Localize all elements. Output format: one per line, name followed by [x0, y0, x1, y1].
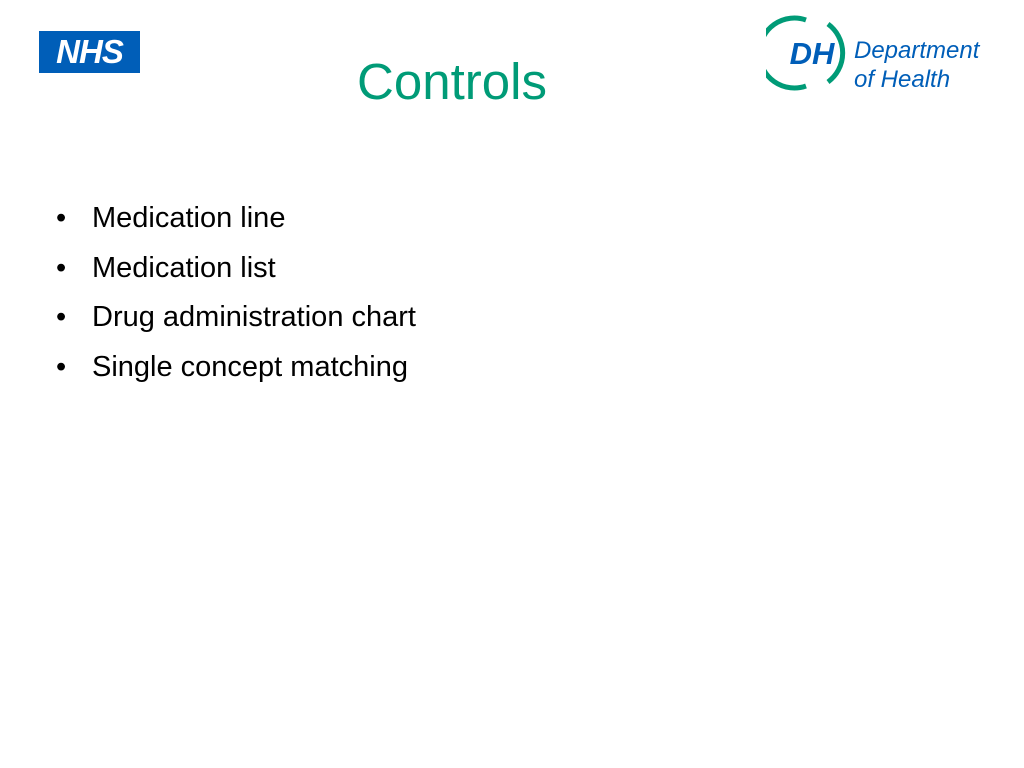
- bullet-text: Medication line: [92, 202, 286, 234]
- bullet-dot-icon: •: [56, 202, 67, 234]
- bullet-item: [56, 293, 416, 343]
- dh-logo: [766, 14, 1006, 94]
- bullet-item: [56, 244, 416, 294]
- bullet-text: Single concept matching: [92, 350, 408, 383]
- bullet-dot-icon: •: [56, 350, 67, 383]
- bullet-text: Drug administration chart: [92, 301, 416, 333]
- bullet-dot-icon: •: [56, 251, 67, 284]
- slide-title: Controls: [357, 53, 547, 110]
- dh-name-line2: of Health: [854, 66, 951, 93]
- nhs-logo-text: NHS: [56, 33, 123, 70]
- bullet-text: Medication list: [92, 251, 276, 284]
- dh-name-line1: Department: [854, 37, 980, 64]
- dh-monogram: DH: [789, 36, 835, 71]
- bullet-list: [56, 194, 416, 392]
- bullet-item: [56, 194, 416, 244]
- bullet-dot-icon: •: [56, 301, 67, 333]
- bullet-item: [56, 343, 416, 393]
